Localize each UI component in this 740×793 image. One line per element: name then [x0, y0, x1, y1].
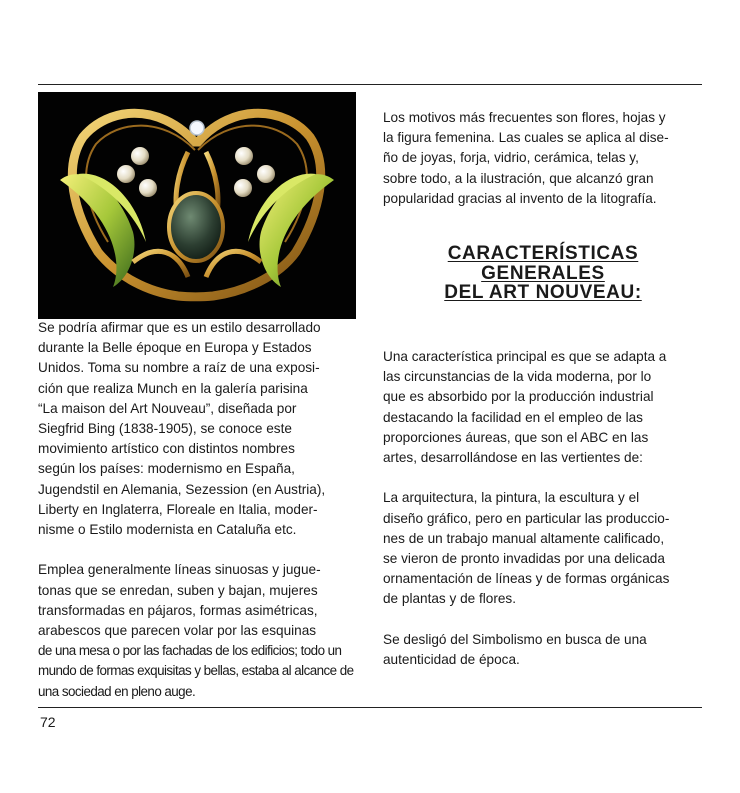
text-line: la figura femenina. Las cuales se aplica al dise- [383, 130, 669, 146]
text-line: arabescos que parecen volar por las esquinas [38, 623, 317, 639]
text-line: nisme o Estilo modernista en Cataluña etc. [38, 522, 297, 538]
text-line: que es absorbido por la producción industrial [383, 389, 654, 405]
paragraph-forms [38, 560, 360, 701]
paragraph-characteristic [383, 347, 703, 468]
text-line: nes de un trabajo manual altamente calificado, [383, 530, 665, 546]
right-column-bottom [383, 347, 703, 670]
brooch-photo [38, 92, 356, 319]
text-line: proporciones áureas, que son el ABC en las [383, 429, 649, 445]
text-line: tonas que se enredan, suben y bajan, mujeres [38, 582, 318, 598]
text-line: movimiento artístico con distintos nombres [38, 441, 295, 457]
left-column [38, 318, 360, 702]
text-line: mundo de formas exquisitas y bellas, estaba al alcance de [38, 663, 354, 679]
text-line: transformadas en pájaros, formas asimétricas, [38, 602, 318, 618]
text-line: autenticidad de época. [383, 652, 520, 668]
text-line: de plantas y de flores. [383, 591, 516, 607]
bottom-rule [38, 707, 702, 708]
paragraph-gap [383, 610, 703, 630]
text-line: ño de joyas, forja, vidrio, cerámica, telas y, [383, 150, 639, 166]
text-line: diseño gráfico, pero en particular las produccio- [383, 510, 670, 526]
text-line: sobre todo, a la ilustración, que alcanzó gran [383, 170, 654, 186]
text-line: “La maison del Art Nouveau”, diseñada por [38, 400, 297, 416]
heading-line: GENERALES [481, 262, 605, 284]
text-line: se vieron de pronto invadidas por una delicada [383, 551, 665, 567]
text-line: artes, desarrollándose en las vertientes de: [383, 450, 643, 466]
text-line: ornamentación de líneas y de formas orgánicas [383, 571, 670, 587]
text-line: La arquitectura, la pintura, la escultura y el [383, 490, 640, 506]
text-line: según los países: modernismo en España, [38, 461, 295, 477]
paragraph-symbolism [383, 630, 703, 670]
text-line: destacando la facilidad en el empleo de las [383, 409, 643, 425]
text-line: una sociedad en pleno auge. [38, 683, 196, 699]
section-heading [383, 244, 703, 303]
right-column-top [383, 108, 703, 209]
paragraph-disciplines [383, 488, 703, 609]
page-number: 72 [40, 714, 56, 730]
text-line: Una característica principal es que se adapta a [383, 349, 667, 364]
text-line: de una mesa o por las fachadas de los edificios; todo un [38, 643, 342, 659]
text-line: Unidos. Toma su nombre a raíz de una exposi- [38, 360, 320, 376]
text-line: las circunstancias de la vida moderna, por lo [383, 369, 652, 385]
heading-line: CARACTERÍSTICAS [447, 243, 639, 264]
text-line: Se desligó del Simbolismo en busca de una [383, 631, 647, 647]
brooch-illustration [38, 92, 356, 319]
text-line: durante la Belle époque en Europa y Estados [38, 340, 312, 356]
text-line: Liberty en Inglaterra, Floreale en Italia, moder- [38, 501, 318, 517]
top-rule [38, 84, 702, 85]
paragraph-definition [38, 318, 360, 540]
text-line: ción que realiza Munch en la galería parisina [38, 380, 308, 396]
text-line: Jugendstil en Alemania, Sezession (en Austria), [38, 481, 326, 497]
paragraph-motifs [383, 108, 703, 209]
paragraph-gap [38, 540, 360, 560]
text-line: Emplea generalmente líneas sinuosas y jugue- [38, 562, 321, 578]
heading-line: DEL ART NOUVEAU: [444, 282, 642, 303]
paragraph-gap [383, 468, 703, 488]
text-line: Siegfrid Bing (1838-1905), se conoce este [38, 421, 292, 437]
text-line: Los motivos más frecuentes son flores, hojas y [383, 110, 666, 125]
text-line: popularidad gracias al invento de la litografía. [383, 190, 657, 206]
text-line: Se podría afirmar que es un estilo desarrollado [38, 320, 321, 335]
